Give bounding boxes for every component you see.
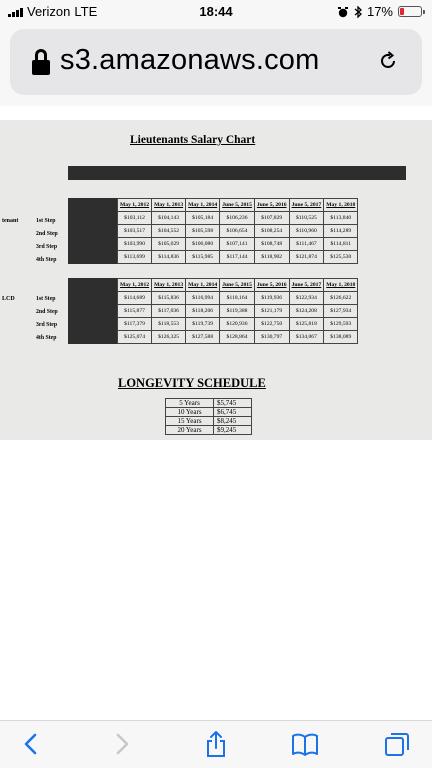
salary-cell: $106,080 xyxy=(186,238,220,251)
salary-cell: $126,622 xyxy=(324,292,358,305)
amount-cell: $8,245 xyxy=(214,417,252,426)
salary-cell: $126,325 xyxy=(152,331,186,344)
salary-cell: $125,530 xyxy=(324,251,358,264)
salary-cell: $114,811 xyxy=(324,238,358,251)
salary-cell: $118,902 xyxy=(254,251,289,264)
page-content xyxy=(0,106,432,720)
table-row xyxy=(118,305,358,318)
step-label: 2nd Step xyxy=(36,309,58,315)
tabs-icon[interactable] xyxy=(382,729,412,759)
carrier-name: Verizon xyxy=(27,4,71,19)
column-header: May 1, 2012 xyxy=(118,199,152,212)
salary-cell: $103,112 xyxy=(118,212,152,225)
step-label: 1st Step xyxy=(36,218,56,224)
step-label: 4th Step xyxy=(36,335,57,341)
share-icon[interactable] xyxy=(201,729,231,759)
salary-cell: $104,143 xyxy=(152,212,186,225)
salary-cell: $106,654 xyxy=(220,225,255,238)
salary-cell: $118,164 xyxy=(220,292,255,305)
lock-icon xyxy=(32,49,50,75)
bluetooth-icon xyxy=(354,6,362,18)
salary-cell: $118,553 xyxy=(152,318,186,331)
forward-icon[interactable] xyxy=(107,729,137,759)
salary-cell: $114,289 xyxy=(324,225,358,238)
salary-cell: $134,067 xyxy=(289,331,324,344)
longevity-table xyxy=(165,398,252,435)
step-label: 2nd Step xyxy=(36,231,58,237)
clock: 18:44 xyxy=(199,4,233,19)
table-row xyxy=(118,251,358,264)
salary-cell: $117,379 xyxy=(118,318,152,331)
table-row xyxy=(118,318,358,331)
browser-toolbar xyxy=(0,720,432,768)
group-label-2: LCD xyxy=(2,296,15,302)
column-header: May 1, 2013 xyxy=(152,279,186,292)
column-header: June 5, 2015 xyxy=(220,199,255,212)
column-header: June 5, 2016 xyxy=(254,199,289,212)
document-photo xyxy=(0,120,432,440)
years-cell: 20 Years xyxy=(166,426,214,435)
table-row xyxy=(166,426,252,435)
salary-cell: $114,689 xyxy=(118,292,152,305)
redaction-block xyxy=(68,198,118,264)
status-bar xyxy=(0,0,432,24)
salary-cell: $121,179 xyxy=(254,305,289,318)
years-cell: 10 Years xyxy=(166,408,214,417)
column-header: May 1, 2012 xyxy=(118,279,152,292)
years-cell: 5 Years xyxy=(166,399,214,408)
salary-cell: $108,254 xyxy=(254,225,289,238)
salary-table-1 xyxy=(117,198,358,264)
table-row xyxy=(118,331,358,344)
salary-cell: $125,074 xyxy=(118,331,152,344)
table-row xyxy=(118,238,358,251)
salary-cell: $119,388 xyxy=(220,305,255,318)
table-header-row xyxy=(118,279,358,292)
salary-cell: $111,467 xyxy=(289,238,324,251)
salary-cell: $114,836 xyxy=(152,251,186,264)
table-row xyxy=(166,399,252,408)
back-icon[interactable] xyxy=(16,729,46,759)
salary-cell: $116,994 xyxy=(186,292,220,305)
salary-cell: $103,517 xyxy=(118,225,152,238)
salary-cell: $110,525 xyxy=(289,212,324,225)
column-header: May 1, 2013 xyxy=(152,199,186,212)
amount-cell: $6,745 xyxy=(214,408,252,417)
salary-cell: $103,990 xyxy=(118,238,152,251)
amount-cell: $9,245 xyxy=(214,426,252,435)
salary-cell: $107,141 xyxy=(220,238,255,251)
redaction-block xyxy=(68,278,118,344)
step-label: 4th Step xyxy=(36,257,57,263)
salary-cell: $104,552 xyxy=(152,225,186,238)
battery-percent: 17% xyxy=(366,4,393,19)
column-header: May 1, 2014 xyxy=(186,279,220,292)
salary-cell: $122,750 xyxy=(254,318,289,331)
battery-icon xyxy=(398,6,422,17)
longevity-title: LONGEVITY SCHEDULE xyxy=(118,376,266,390)
salary-cell: $117,144 xyxy=(220,251,255,264)
column-header: May 1, 2014 xyxy=(186,199,220,212)
reload-icon[interactable] xyxy=(376,49,400,73)
bookmarks-icon[interactable] xyxy=(290,729,320,759)
salary-cell: $113,699 xyxy=(118,251,152,264)
salary-cell: $115,985 xyxy=(186,251,220,264)
salary-cell: $138,089 xyxy=(324,331,358,344)
salary-cell: $118,206 xyxy=(186,305,220,318)
salary-cell: $117,036 xyxy=(152,305,186,318)
salary-cell: $127,588 xyxy=(186,331,220,344)
table-row xyxy=(118,225,358,238)
salary-cell: $106,236 xyxy=(220,212,255,225)
column-header: June 5, 2016 xyxy=(254,279,289,292)
salary-cell: $121,874 xyxy=(289,251,324,264)
table-row xyxy=(166,408,252,417)
amount-cell: $5,745 xyxy=(214,399,252,408)
group-label-1: tenant xyxy=(2,218,19,224)
salary-cell: $107,829 xyxy=(254,212,289,225)
salary-cell: $125,818 xyxy=(289,318,324,331)
table-row xyxy=(118,212,358,225)
column-header: May 1, 2018 xyxy=(324,279,358,292)
salary-cell: $128,864 xyxy=(220,331,255,344)
column-header: June 5, 2015 xyxy=(220,279,255,292)
table-row xyxy=(166,417,252,426)
column-header: May 1, 2018 xyxy=(324,199,358,212)
step-label: 3rd Step xyxy=(36,244,58,250)
salary-cell: $115,877 xyxy=(118,305,152,318)
table-header-row xyxy=(118,199,358,212)
step-label: 1st Step xyxy=(36,296,56,302)
salary-cell: $122,934 xyxy=(289,292,324,305)
salary-cell: $124,208 xyxy=(289,305,324,318)
status-right xyxy=(337,4,422,19)
column-header: June 5, 2017 xyxy=(289,199,324,212)
redaction-band xyxy=(68,166,406,180)
salary-cell: $119,936 xyxy=(254,292,289,305)
salary-cell: $115,836 xyxy=(152,292,186,305)
salary-cell: $108,748 xyxy=(254,238,289,251)
url-text[interactable]: s3.amazonaws.com xyxy=(60,44,320,76)
salary-cell: $127,934 xyxy=(324,305,358,318)
step-label: 3rd Step xyxy=(36,322,58,328)
alarm-icon xyxy=(337,6,349,18)
salary-cell: $130,797 xyxy=(254,331,289,344)
document-title: Lieutenants Salary Chart xyxy=(130,134,256,146)
salary-table-2 xyxy=(117,278,358,344)
years-cell: 15 Years xyxy=(166,417,214,426)
table-row xyxy=(118,292,358,305)
salary-cell: $129,593 xyxy=(324,318,358,331)
salary-cell: $113,840 xyxy=(324,212,358,225)
salary-cell: $105,598 xyxy=(186,225,220,238)
salary-cell: $119,739 xyxy=(186,318,220,331)
salary-cell: $110,960 xyxy=(289,225,324,238)
salary-cell: $120,936 xyxy=(220,318,255,331)
salary-cell: $105,029 xyxy=(152,238,186,251)
browser-chrome xyxy=(0,24,432,106)
address-bar[interactable] xyxy=(10,29,422,95)
network-type: LTE xyxy=(74,4,98,19)
salary-cell: $105,184 xyxy=(186,212,220,225)
column-header: June 5, 2017 xyxy=(289,279,324,292)
